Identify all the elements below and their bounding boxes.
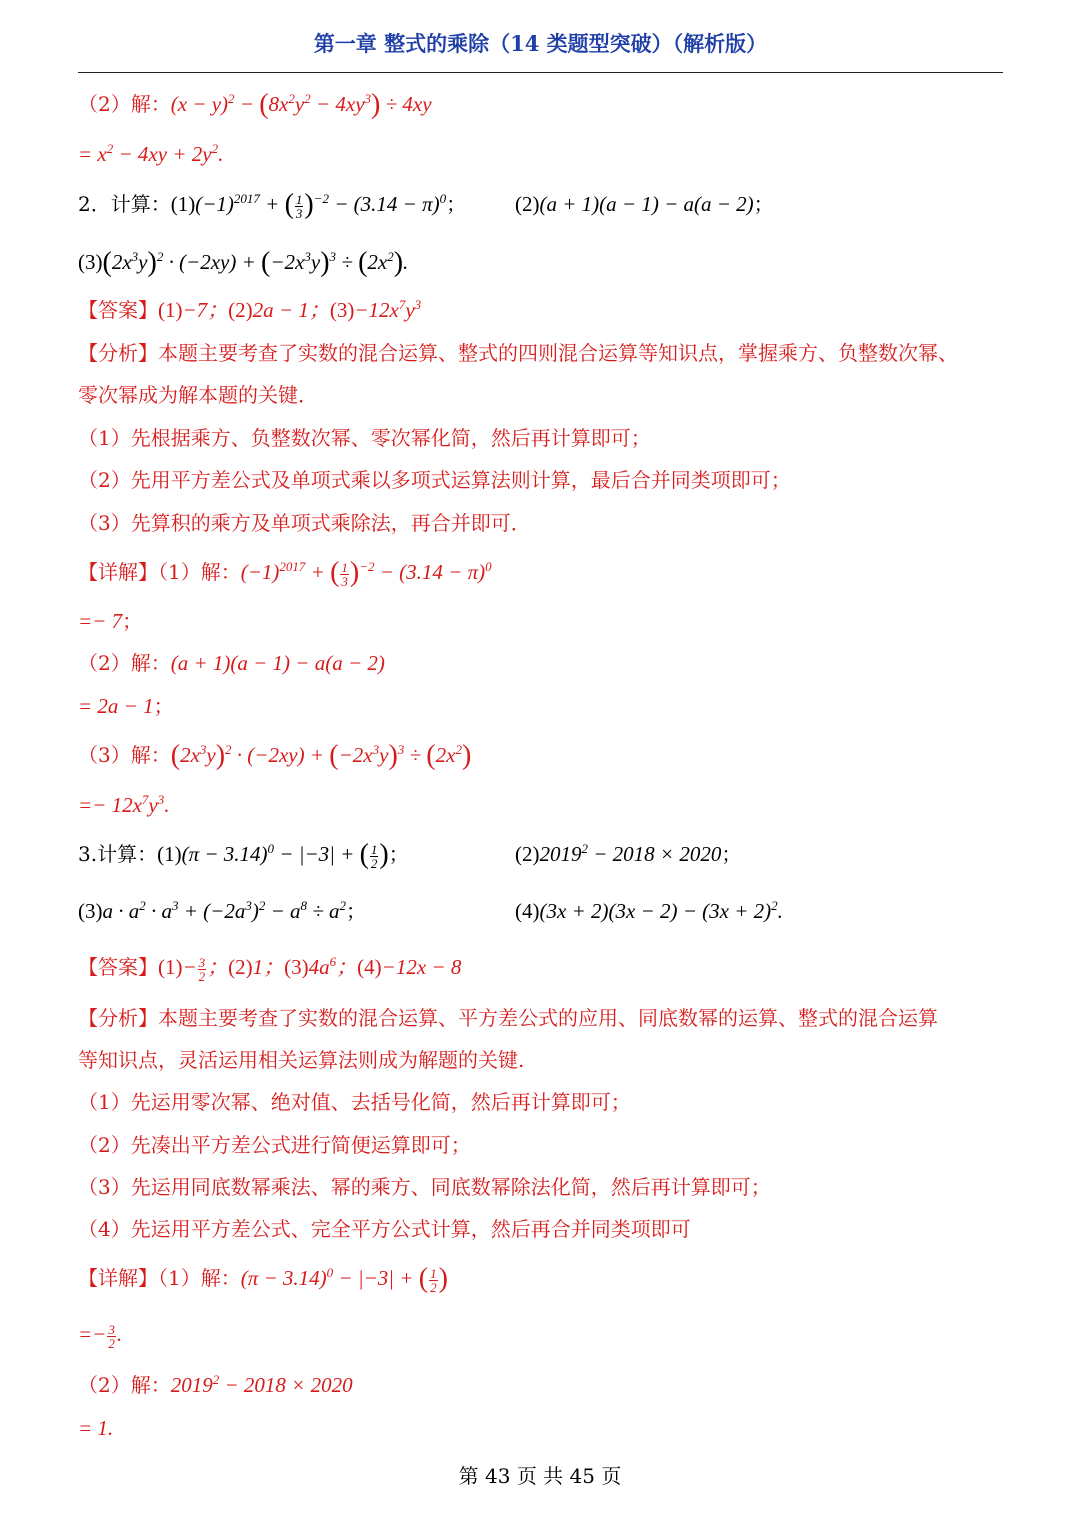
detail-2-2: （2）解：(a + 1)(a − 1) − a(a − 2) — [78, 651, 385, 675]
detail-3-2-result: = 1. — [78, 1416, 114, 1440]
analysis-2-step2: （2）先用平方差公式及单项式乘以多项式运算法则计算，最后合并同类项即可； — [78, 468, 791, 492]
detail-2-3-result: =− $12x^7y^3$. — [78, 792, 170, 817]
detail-3-1-result: =− $\frac{3}{2}$ . — [78, 1321, 123, 1351]
page-footer: 第 43 页 共 45 页 — [458, 1464, 622, 1488]
problem-2-part2: (2)(a + 1)(a − 1) − a(a − 2)； — [515, 192, 774, 216]
analysis-3-step1: （1）先运用零次幂、绝对值、去括号化简，然后再计算即可； — [78, 1090, 631, 1114]
analysis-2-line1: 【分析】本题主要考查了实数的混合运算、整式的四则混合运算等知识点，掌握乘方、负整数次幂、 — [78, 341, 958, 365]
detail-2-3: （3）解：$(2x^3y)^2 \cdot (-2xy) + (-2x^3y)^3 \div (2x^2)$ — [78, 740, 472, 771]
answer-3: 【答案】(1)− $\frac{3}{2}$ ；(2)1；$(3)4a^6$；(4)−12x − 8 — [78, 954, 462, 984]
detail-2-1-result: =− 7； — [78, 609, 143, 633]
detail-2-1: 【详解】（1）解：$(-1)^{2017}$ + ( $\frac{1}{3}$ )$^{-2} - (3.14 - \pi)^0$ — [78, 557, 492, 589]
detail-3-1: 【详解】（1）解：$(\pi - 3.14)^0 - |-3|$ + ( $\frac{1}{2}$ ) — [78, 1263, 448, 1295]
problem-3-part2: $(2)2019^2 - 2018 \times 2020$； — [515, 841, 742, 866]
analysis-3-step4: （4）先运用平方差公式、完全平方公式计算，然后再合并同类项即可 — [78, 1217, 691, 1241]
problem-3: 3.计算：$(1)(\pi - 3.14)^0 - |-3|$ + ( $\frac{1}{2}$ )； — [78, 839, 409, 871]
problem-2: 2．计算：$(1)(-1)^{2017}$ + ( $\frac{1}{3}$ )$^{-2} - (3.14 - \pi)^0$； — [78, 189, 467, 221]
detail-3-2: （2）解：$2019^2 - 2018 \times 2020$ — [78, 1372, 353, 1397]
problem-2-part3: $(3)(2x^3y)^2 \cdot (-2xy) + (-2x^3y)^3 \div (2x^2)$. — [78, 247, 409, 278]
analysis-3-step2: （2）先凑出平方差公式进行简便运算即可； — [78, 1133, 471, 1157]
analysis-2-line2: 零次幂成为解本题的关键． — [78, 383, 318, 407]
analysis-3-step3: （3）先运用同底数幂乘法、幂的乘方、同底数幂除法化简，然后再计算即可； — [78, 1175, 771, 1199]
analysis-2-step3: （3）先算积的乘方及单项式乘除法，再合并即可． — [78, 511, 531, 535]
answer-2: 【答案】(1)−7；(2)2a − 1；$(3)-12x^7y^3$ — [78, 297, 422, 322]
page-header: 第一章 整式的乘除（14 类题型突破）（解析版） — [313, 31, 768, 56]
analysis-3-line1: 【分析】本题主要考查了实数的混合运算、平方差公式的应用、同底数幂的运算、整式的混合运算 — [78, 1006, 938, 1030]
detail-2-2-result: = 2a − 1； — [78, 694, 174, 718]
problem-3-part3: $(3)a \cdot a^2 \cdot a^3 + (-2a^3)^2 - a^8 \div a^2$； — [78, 898, 367, 923]
solution-line: （2）解：$(x - y)^2 - (8x^2y^2 - 4xy^3) \div 4xy$ — [78, 89, 432, 120]
analysis-2-step1: （1）先根据乘方、负整数次幂、零次幂化简，然后再计算即可； — [78, 426, 651, 450]
analysis-3-line2: 等知识点，灵活运用相关运算法则成为解题的关键. — [78, 1048, 525, 1072]
solution-result: = $x^2 - 4xy + 2y^2$. — [78, 141, 224, 166]
problem-3-part4: $(4)(3x + 2)(3x - 2) - (3x + 2)^2$. — [515, 898, 783, 923]
header-rule — [78, 72, 1003, 73]
